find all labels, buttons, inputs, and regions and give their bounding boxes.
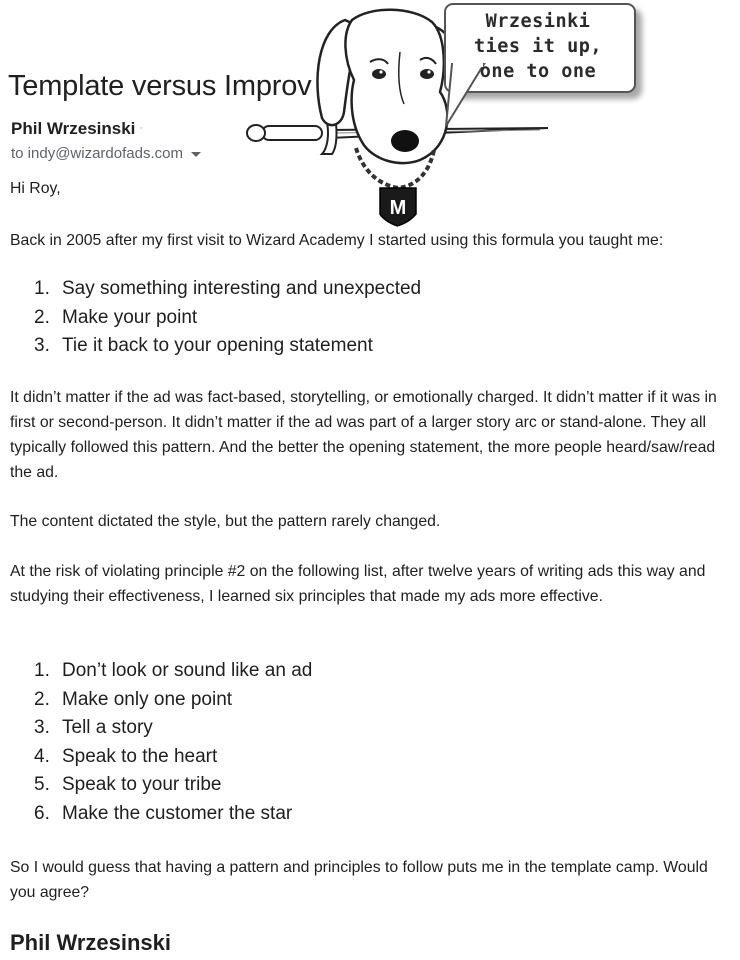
list-item [34,686,312,715]
list-number: 5. [34,774,50,796]
list-item-text: Speak to the heart [62,745,218,767]
paragraph-5: So I would guess that having a pattern and principles to follow puts me in the template camp. Would you agree? [10,859,708,901]
paragraph-3: The content dictated the style, but the pattern rarely changed. [10,513,441,530]
list-item [34,743,312,772]
principles-list [34,657,312,829]
list-item-text: Make only one point [62,688,233,710]
sender-name-row[interactable] [11,119,143,139]
list-item-text: Say something interesting and unexpected [62,278,422,299]
bubble-line: Wrzesinki [485,11,591,32]
recipient-text: to indy@wizardofads.com [11,145,183,162]
list-item [34,771,312,800]
speech-bubble-text [444,9,632,84]
list-item-text: Make the customer the star [62,802,293,824]
list-item [34,800,312,829]
list-number: 2. [34,306,50,328]
list-number: 3. [34,335,50,357]
list-number: 1. [34,278,50,299]
list-item-text: Make your point [62,306,198,328]
paragraph-4: At the risk of violating principle #2 on the following list, after twelve years of writing ads this way and studying their effectiveness, I learned six principles that made my ads more effective. [10,563,706,605]
paragraph-2: It didn’t matter if the ad was fact-based, storytelling, or emotionally charged. It didn’t matter if it was in first or second-person. It didn’t matter if the ad was part of a larger story arc or stand-alone. They all typically followed this pattern. And the better the opening statement, the more people heard/saw/read the ad. [10,389,717,481]
list-item [34,332,421,361]
list-number: 2. [34,688,50,710]
bubble-line: one to one [479,61,597,82]
sender-name[interactable]: Phil Wrzesinski [11,119,136,138]
list-number: 1. [34,660,50,681]
list-item-text: Speak to your tribe [62,774,222,796]
medallion-letter: M [389,197,407,219]
list-number: 3. [34,717,50,739]
chevron-down-icon[interactable] [191,152,201,157]
list-item [34,657,312,686]
signature: Phil Wrzesinski [10,930,171,955]
sender-separator-dot: · [139,122,144,134]
paragraph-intro: Back in 2005 after my first visit to Wizard Academy I started using this formula you taught me: [10,232,664,249]
list-item-text: Tie it back to your opening statement [62,335,373,357]
greeting: Hi Roy, [10,180,61,197]
list-number: 4. [34,745,50,767]
list-item [34,275,421,304]
formula-list [34,275,421,361]
list-item [34,304,421,333]
recipient-row[interactable] [11,145,201,162]
list-number: 6. [34,802,50,824]
bubble-line: ties it up, [473,36,603,57]
list-item-text: Tell a story [62,717,153,739]
email-subject: Template versus Improv [8,70,312,102]
list-item [34,714,312,743]
list-item-text: Don’t look or sound like an ad [62,660,313,681]
